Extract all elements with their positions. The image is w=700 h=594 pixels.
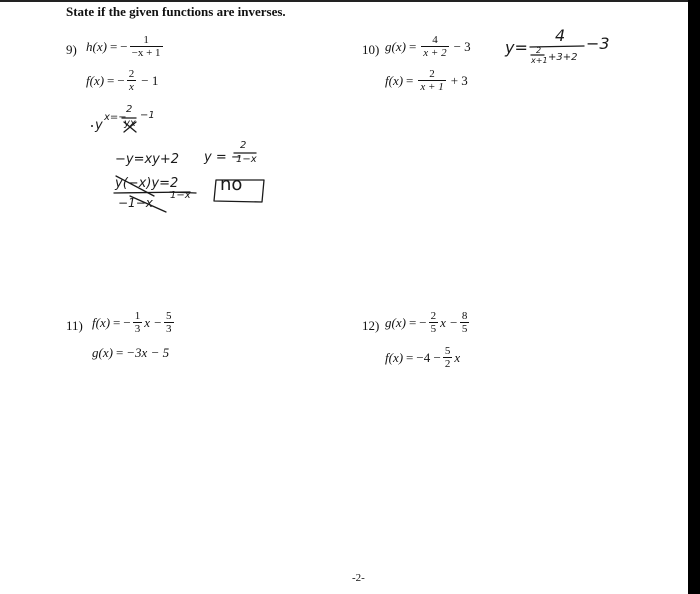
problem-11-g-equation: g(x) = −3x − 5	[92, 345, 170, 360]
hw-p10-lhs: y=	[505, 38, 528, 57]
hw-p9-step3: y(−x)y=2	[115, 176, 179, 191]
hw-p9-tail: −1	[140, 110, 155, 121]
top-rule	[0, 0, 688, 2]
problem-12-f-equation: f(x) = −4 − $\frac{5}{2}$ x	[385, 345, 461, 370]
hw-p9-result-num: 2	[240, 140, 247, 151]
hw-p9-answer: no	[220, 174, 243, 195]
fraction: $\frac{1}{-x + 1}$	[131, 34, 161, 59]
problem-10-number: 10)	[362, 42, 380, 57]
hw-p10-den-num: 2	[536, 46, 542, 55]
fraction: $\frac{1}{3}$	[134, 310, 141, 335]
fraction: $\frac{5}{2}$	[444, 345, 451, 370]
hw-p9-step3-side: 1−x	[170, 190, 191, 201]
hw-p9-den: yx	[124, 118, 136, 129]
fraction: $\frac{2}{x}$	[128, 68, 135, 93]
problem-9-number: 9)	[66, 42, 77, 57]
right-edge-bar	[688, 0, 700, 594]
hw-p9-strokes-2	[110, 172, 210, 216]
hw-p9-lhs: y	[95, 118, 103, 133]
hw-p10-tail: −3	[586, 34, 610, 53]
hw-p10-sub-bar	[530, 53, 546, 57]
hw-p9-result-bar	[232, 150, 262, 156]
problem-11-number: 11)	[66, 318, 83, 333]
hw-p9-result-den: 1−x	[236, 154, 257, 165]
hw-p9-step2: −y=xy+2	[115, 152, 180, 167]
problem-12-number: 12)	[362, 318, 380, 333]
hw-p9-result-lhs: y = −	[204, 150, 242, 165]
worksheet-title: State if the given functions are inverses.	[66, 4, 286, 19]
hw-p10-num: 4	[555, 26, 566, 45]
problem-12-g-equation: g(x) = − $\frac{2}{5}$ x − $\frac{8}{5}$	[385, 310, 468, 335]
problem-9-f-equation: f(x) = − $\frac{2}{x}$ − 1	[86, 68, 159, 93]
fraction: $\frac{2}{x + 1}$	[420, 68, 444, 93]
hw-p10-den-tail: +3+2	[548, 52, 578, 63]
hw-p9-strokes-1	[88, 104, 168, 144]
fraction: $\frac{2}{5}$	[430, 310, 437, 335]
problem-11-f-equation: f(x) = − $\frac{1}{3}$ x − $\frac{5}{3}$	[92, 310, 172, 335]
hw-p9-num: 2	[126, 104, 133, 115]
hw-p9-x: x=−	[104, 112, 127, 123]
problem-10-f-equation: f(x) = $\frac{2}{x + 1}$ + 3	[385, 68, 468, 93]
hw-p10-den-den: x+1	[531, 56, 548, 65]
fraction: $\frac{8}{5}$	[461, 310, 468, 335]
problem-9-h-equation: h(x) = − $\frac{1}{-x + 1}$	[86, 34, 161, 59]
problem-10-g-equation: g(x) = $\frac{4}{x + 2}$ − 3	[385, 34, 471, 59]
fraction: $\frac{4}{x + 2}$	[423, 34, 447, 59]
hw-p9-step3-den: −1−x	[118, 196, 153, 210]
page-number: -2-	[352, 572, 365, 584]
fraction: $\frac{5}{3}$	[166, 310, 172, 335]
